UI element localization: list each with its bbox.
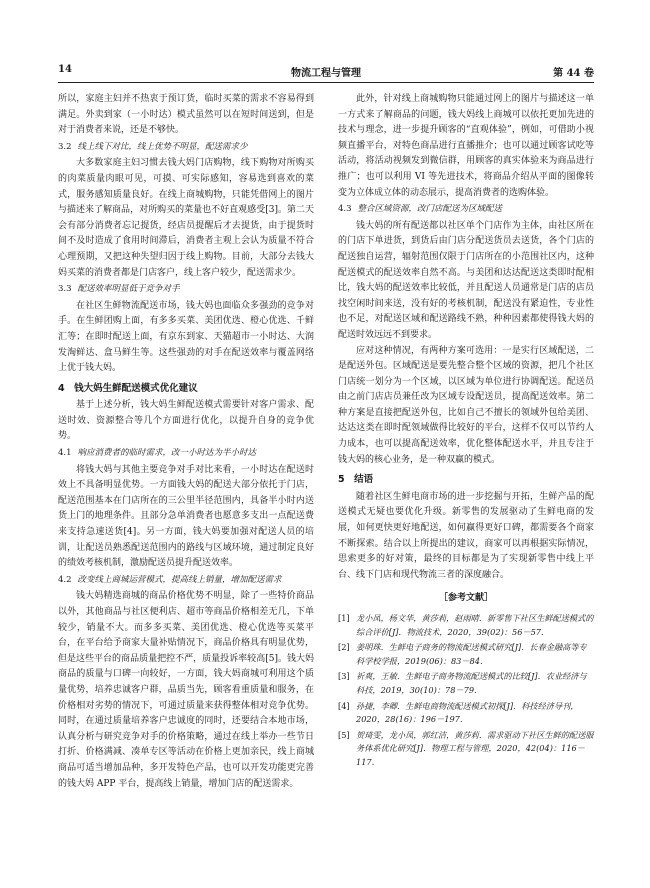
subsection-title: 整合区域资源，改门店配送为区域配送	[357, 204, 503, 215]
paragraph: 应对这种情况，有两种方案可选用：一是实行区域配送，二是配送外包。区域配送是要先整合整个区域的资源，把几个社区门店统一划分为一个区域，以区域为单位进行协调配送。配送员由之前门店店员兼任改为区域专设配送员，提高配送效率。第二种方案是直接把配送外包，比如自己不擅长的领域外包给美团、达达这类在即时配领域做得比较好的平台，这样不仅可以节约人力成本，也可以提高配送效率，优化整体配送水平，并且专注于钱大妈的核心业务，是一种双赢的模式。	[338, 345, 594, 465]
subsection-number: 4.3	[338, 204, 352, 215]
subsection-title: 配送效率明显低于竞争对手	[77, 284, 180, 295]
reference-text: 祈爽，王敏．生鲜电子商务物流配送模式的比较[J]．农业经济与科技，2019，30(10)：78－79．	[356, 671, 587, 695]
paragraph: 在社区生鲜物流配送市场，钱大妈也面临众多强劲的竞争对手。在生鲜团购上面，有多多买菜、美团优选、橙心优选、千鲜汇等；在即时配送上面，有京东到家、天猫超市一小时达、大润发淘鲜达、盒马鲜生等。这些强劲的对手在配送效率与覆盖网络上优于钱大妈。	[58, 300, 314, 374]
reference-number: [4]	[338, 700, 350, 711]
subsection-title: 线上线下对比，线上优势不明显，配送需求少	[77, 141, 248, 152]
reference-text: 龙小凤，杨文华，黄莎莉，赵雨晴．新零售下社区生鲜配送模式的综合评价[J]．物流技术，2020，39(02)：56－57．	[356, 613, 594, 637]
subsection-heading	[58, 446, 314, 462]
reference-item	[338, 612, 594, 639]
paragraph: 此外，针对线上商城购物只能通过网上的图片与描述这一单一方式来了解商品的问题，钱大妈线上商城可以依托更加先进的技术与理念，进一步提升顾客的“直观体验”，例如，可借助小视频直播平台，对特色商品进行直播推介；也可以通过顾客试吃等活动，将活动视频发到微信群，用顾客的真实体验来为商品进行推广；也可以利用 VI 等先进技术，将商品介绍从平面的图像转变为立体成立体的动态展示，提高消费者的选购体验。	[338, 94, 594, 198]
reference-text: 贺琦雯，龙小凤，郭红洁，黄莎莉．需求驱动下社区生鲜的配送服务体系优化研究[J]．物理工程与管理，2020，42(04)：116－117．	[356, 729, 594, 767]
right-column-body	[338, 92, 594, 583]
left-column	[58, 92, 314, 792]
reference-item	[338, 670, 594, 697]
paragraph: 所以，家庭主妇并不热衷于预订货，临时买菜的需求不容易得到满足。外卖到家（一小时达）模式虽然可以在短时间送到，但是对于消费者来说，还是不够快。	[58, 94, 314, 136]
section-heading: 4 钱大妈生鲜配送模式优化建议	[58, 382, 198, 394]
subsection-heading	[58, 140, 314, 156]
references-list	[338, 612, 594, 770]
reference-item	[338, 700, 594, 727]
reference-text: 姜明珠．生鲜电子商务的物流配送模式研究[J]．长春金融高等专科学校学报，2019(06)：83－84．	[356, 642, 587, 666]
subsection-heading	[338, 202, 594, 218]
reference-number: [5]	[338, 729, 350, 740]
right-column	[338, 92, 594, 772]
paragraph: 将钱大妈与其他主要竞争对手对比来看，一小时达在配送时效上不具备明显优势。一方面钱大妈的配送大部分依托于门店，配送范围基本在门店所在的三公里半径范围内，具备半小时内送货上门的地理条件。且部分急单消费者也愿意多支出一点配送费来支持急速送货[4]。另一方面，钱大妈要加强对配送人员的培训，让配送员熟悉配送范围内的路线与区域环境，通过制定良好的绩效考核机制，激励配送员提升配送效率。	[58, 464, 314, 569]
reference-item	[338, 641, 594, 668]
subsection-heading	[58, 573, 314, 589]
volume-label: 第 44 卷	[553, 68, 594, 79]
paragraph: 钱大妈精选商城的商品价格优势不明显，除了一些特价商品以外，其他商品与社区便利店、超市等商品价格相差无几，下单较少，销量不大。而多多买菜、美团优选、橙心优选等买菜平台，在平台给予商家大量补贴情况下，商品价格具有明显优势，但是这些平台的商品质量把控不严，质量投诉率较高[5]。钱大妈商品的质量与口碑一向较好，一方面，钱大妈商城可利用这个质量优势，培养忠诚客户群，品质当先，顾客看重质量和服务，在价格相对劣势的情况下，可通过质量来获得整体相对竞争优势。同时，在通过质量培养客户忠诚度的同时，还要结合本地市场，认真分析与研究竞争对手的价格策略，通过在线上举办一些节日打折、价格满减、凑单专区等活动在价格上更加亲民，线上商城商品可适当增加品种，多开发特色产品，也可以开发功能更完善的钱大妈 APP 平台，提高线上销量，增加门店的配送需求。	[58, 591, 314, 789]
reference-number: [3]	[338, 671, 350, 682]
subsection-number: 4.1	[58, 448, 72, 459]
paragraph: 钱大妈的所有配送都以社区单个门店作为主体，由社区所在的门店下单进货，到货后由门店分配送货员去送货，各个门店的配送独自运营，辐射范围仅限于门店所在的小范围社区内，这种配送模式的配送效率自然不高。与美团和达达配送这类即时配相比，钱大妈的配送效率比较低，并且配送人员通常是门店的店员找空闲时间来送，没有好的考核机制，配送没有紧迫性，专业性也不足，对配送区域和配送路线不熟，种种因素都使得钱大妈的配送时效远远不到要求。	[338, 220, 594, 340]
subsection-title: 响应消费者的临时需求，改一小时达为半小时达	[77, 448, 257, 459]
paragraph: 基于上述分析，钱大妈生鲜配送模式需要针对客户需求、配送时效、资源整合等几个方面进行优化，以提升自身的竞争优势。	[58, 400, 314, 442]
subsection-title: 改变线上商城运营模式，提高线上销量，增加配送需求	[77, 574, 282, 585]
subsection-heading	[58, 282, 314, 298]
references-title: ［参考文献］	[438, 593, 493, 604]
reference-number: [2]	[338, 642, 350, 653]
section-heading: 5 结语	[338, 474, 374, 486]
journal-title: 物流工程与管理	[291, 68, 361, 79]
subsection-number: 3.2	[58, 141, 72, 152]
subsection-number: 3.3	[58, 284, 72, 295]
page-number: 14	[58, 64, 72, 75]
subsection-number: 4.2	[58, 574, 72, 585]
reference-number: [1]	[338, 613, 350, 623]
paragraph: 大多数家庭主妇习惯去钱大妈门店购物，线下购物对所购买的肉菜质量肉眼可见，可摸、可实际感知，容易选到喜欢的菜式，服务感知质量良好。在线上商城购物，只能凭借网上的图片与描述来了解商品，对所购买的菜量也不好直观感受[3]。第二天会有部分消费者忘记提货，经店员提醒后才去提货，由于提货时间不及时造成了食用时间滞后，消费者主观上会认为质量不符合心理预期，又把这种失望归因于线上购物。目前，大部分去钱大妈买菜的消费者都是门店客户，线上客户较少，配送需求少。	[58, 158, 314, 278]
paragraph: 随着社区生鲜电商市场的进一步挖掘与开拓，生鲜产品的配送模式无疑也要优化升级。新零售的发展驱动了生鲜电商的发展，如何更快更好地配送，如何赢得更好口碑，都需要各个商家不断探索。结合以上所提出的建议，商家可以再根据实际情况，思索更多的好对策，最终的目标都是为了实现新零售中线上平台、线下门店和现代物流三者的深度融合。	[338, 491, 594, 580]
page-header	[58, 64, 594, 80]
reference-text: 孙捷，李卿．生鲜电商物流配送模式初探[J]．科技经济导刊，2020，28(16)：196－197．	[356, 700, 579, 725]
header-rule	[58, 82, 594, 83]
reference-item	[338, 729, 594, 770]
